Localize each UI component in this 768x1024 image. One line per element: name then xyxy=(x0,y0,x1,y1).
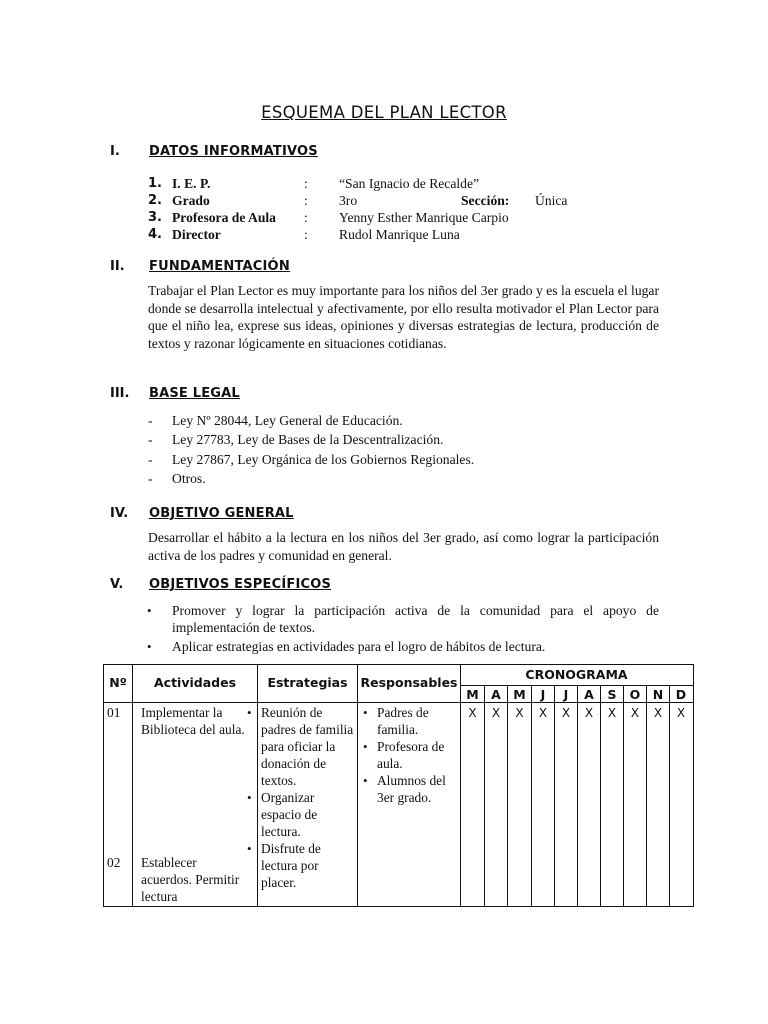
schedule-mark: X xyxy=(538,706,548,720)
info-num: 1. xyxy=(148,176,162,191)
section-title-objetivos-especificos: OBJETIVOS ESPECÍFICOS xyxy=(149,577,332,592)
list-item: Ley 27783, Ley de Bases de la Descentralización. xyxy=(172,432,444,447)
info-value: “San Ignacio de Recalde” xyxy=(339,176,480,191)
month-header: J xyxy=(563,687,569,702)
month-header: S xyxy=(607,687,617,702)
schedule-mark: X xyxy=(607,706,617,720)
section-title-fundamentacion: FUNDAMENTACIÓN xyxy=(149,259,290,274)
info-num: 3. xyxy=(148,210,162,225)
cronograma-table xyxy=(103,664,694,907)
section-title-base-legal: BASE LEGAL xyxy=(149,386,240,401)
schedule-mark: X xyxy=(676,706,686,720)
estrategias-cell xyxy=(246,704,354,891)
month-header: O xyxy=(629,687,641,702)
section-number: II. xyxy=(110,259,125,274)
row-number: 02 xyxy=(107,855,121,870)
seccion-label: Sección: xyxy=(461,193,510,208)
info-colon: : xyxy=(304,227,308,242)
section-number: IV. xyxy=(110,506,129,521)
month-header: D xyxy=(675,687,687,702)
list-item: • Alumnos del 3er grado. xyxy=(362,772,458,806)
list-item: • Disfrute de lectura por placer. xyxy=(246,840,354,891)
info-value: 3ro xyxy=(339,193,358,208)
bullet-icon: • xyxy=(147,639,152,654)
info-label: Grado xyxy=(172,193,210,208)
list-item: Otros. xyxy=(172,471,206,486)
info-label: I. E. P. xyxy=(172,176,211,191)
objetivo-general-text: Desarrollar el hábito a la lectura en los niños del 3er grado, así como lograr la participación activa de los padres y comunidad en general. xyxy=(148,530,659,563)
info-num: 4. xyxy=(148,227,162,242)
list-item: • Profesora de aula. xyxy=(362,738,458,772)
seccion-value: Única xyxy=(535,193,568,208)
schedule-mark: X xyxy=(561,706,571,720)
dash-marker: - xyxy=(148,413,153,428)
fundamentacion-text: Trabajar el Plan Lector es muy importante para los niños del 3er grado y es la escuela el lugar donde se desarrolla intelectual y afectivamente, por ello resulta motivador el Plan Lector para que el niño lea, exprese sus ideas, opiniones y diversas estrategias de lectura, producción de textos y razonar lógicamente en situaciones cotidianas. xyxy=(148,283,659,351)
info-value: Yenny Esther Manrique Carpio xyxy=(339,210,509,225)
info-value: Rudol Manrique Luna xyxy=(339,227,460,242)
row-number: 01 xyxy=(107,705,121,720)
info-label: Profesora de Aula xyxy=(172,210,276,225)
info-label: Director xyxy=(172,227,221,242)
header-actividades: Actividades xyxy=(153,675,237,690)
header-responsables: Responsables xyxy=(360,675,458,690)
header-cronograma: CRONOGRAMA xyxy=(525,667,628,682)
info-num: 2. xyxy=(148,193,162,208)
info-colon: : xyxy=(304,176,308,191)
schedule-mark: X xyxy=(584,706,594,720)
responsables-cell xyxy=(362,704,458,806)
section-number: V. xyxy=(110,577,124,592)
actividad-cell: Implementar la Biblioteca del aula. xyxy=(141,705,245,737)
section-title-datos: DATOS INFORMATIVOS xyxy=(149,144,318,159)
dash-marker: - xyxy=(148,471,153,486)
bullet-icon: • xyxy=(147,603,152,618)
info-colon: : xyxy=(304,193,308,208)
list-item: • Organizar espacio de lectura. xyxy=(246,789,354,840)
section-number: III. xyxy=(110,386,130,401)
month-header: A xyxy=(491,687,501,702)
schedule-mark: X xyxy=(515,706,524,720)
info-colon: : xyxy=(304,210,308,225)
month-header: A xyxy=(584,687,594,702)
section-title-objetivo-general: OBJETIVO GENERAL xyxy=(149,506,294,521)
schedule-mark: X xyxy=(491,706,501,720)
month-header: M xyxy=(466,687,479,702)
actividad-cell: Establecer acuerdos. Permitir lectura xyxy=(141,855,240,904)
list-item: • Padres de familia. xyxy=(362,704,458,738)
dash-marker: - xyxy=(148,432,153,447)
month-header: N xyxy=(652,687,664,702)
list-item: Ley Nº 28044, Ley General de Educación. xyxy=(172,413,403,428)
header-estrategias: Estrategias xyxy=(267,675,348,690)
schedule-mark: X xyxy=(653,706,663,720)
month-header: J xyxy=(540,687,546,702)
page-title: ESQUEMA DEL PLAN LECTOR xyxy=(261,103,507,122)
schedule-mark: X xyxy=(630,706,640,720)
schedule-mark: X xyxy=(468,706,477,720)
section-number: I. xyxy=(110,144,120,159)
list-item: Promover y lograr la participación activa de la comunidad para el apoyo de implementación de textos. xyxy=(172,603,659,635)
dash-marker: - xyxy=(148,452,153,467)
list-item: • Reunión de padres de familia para oficiar la donación de textos. xyxy=(246,704,354,789)
month-header: M xyxy=(513,687,526,702)
list-item: Aplicar estrategias en actividades para el logro de hábitos de lectura. xyxy=(172,639,546,654)
list-item: Ley 27867, Ley Orgánica de los Gobiernos Regionales. xyxy=(172,452,475,467)
header-num: Nº xyxy=(109,675,127,690)
